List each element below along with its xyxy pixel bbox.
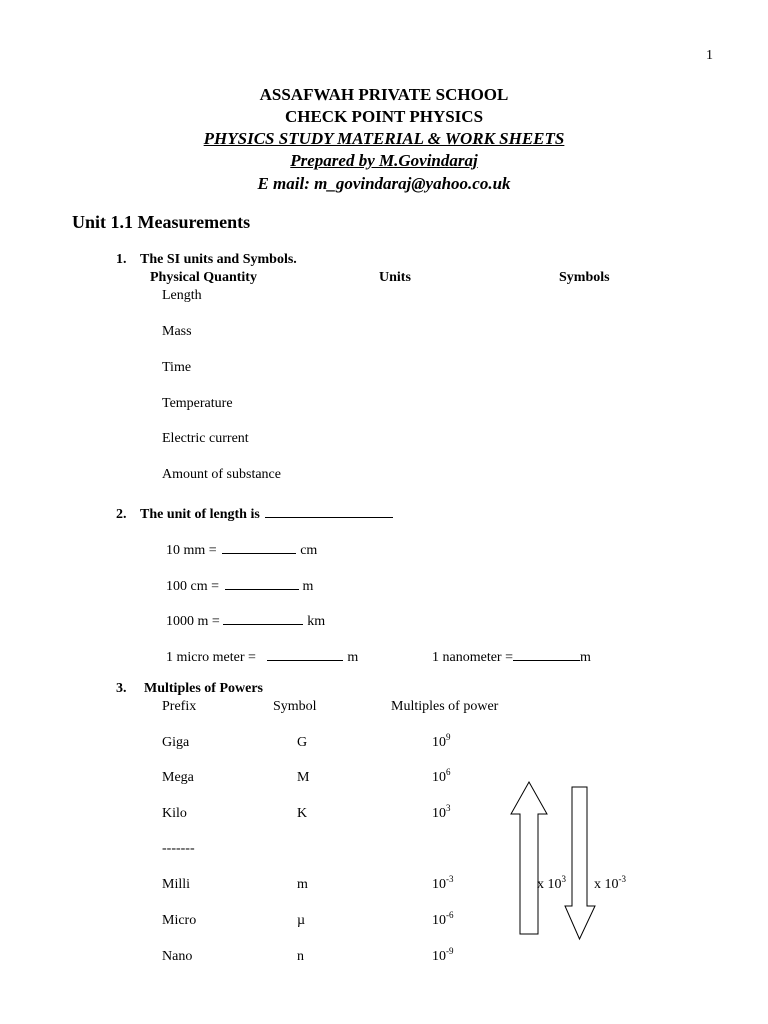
conversion-left: 100 cm = xyxy=(166,579,219,594)
section-1-heading xyxy=(116,252,297,268)
up-arrow-icon xyxy=(509,781,549,936)
quantity-mass: Mass xyxy=(162,324,192,339)
section-2-heading xyxy=(116,503,393,523)
conversion-left: 1 nanometer = xyxy=(432,650,513,665)
col-prefix: Prefix xyxy=(162,699,197,714)
col-symbols: Symbols xyxy=(559,270,610,285)
symbol-milli: m xyxy=(297,877,308,892)
prepared-by: Prepared by M.Govindaraj xyxy=(290,151,478,170)
multiplier-base: x 10 xyxy=(594,877,619,892)
email-line: E mail: m_govindaraj@yahoo.co.uk xyxy=(257,174,511,193)
section-2-title: The unit of length is xyxy=(140,507,260,522)
power-exponent: -6 xyxy=(446,910,454,920)
unit-title: Unit 1.1 Measurements xyxy=(72,212,251,232)
conversion-left: 1 micro meter = xyxy=(166,650,256,665)
power-base: 10 xyxy=(432,949,446,964)
prefix-milli: Milli xyxy=(162,877,191,892)
conversion-cm-m xyxy=(166,575,313,595)
symbol-kilo: K xyxy=(297,806,308,821)
answer-blank[interactable] xyxy=(223,610,303,625)
power-micro xyxy=(432,910,454,929)
power-base: 10 xyxy=(432,806,446,821)
power-exponent: 3 xyxy=(446,803,451,813)
power-base: 10 xyxy=(432,735,446,750)
symbol-giga: G xyxy=(297,735,308,750)
section-3-number: 3. xyxy=(116,681,127,696)
power-base: 10 xyxy=(432,770,446,785)
school-name: ASSAFWAH PRIVATE SCHOOL xyxy=(259,85,509,104)
prefix-nano: Nano xyxy=(162,949,193,964)
power-base: 10 xyxy=(432,877,446,892)
answer-blank[interactable] xyxy=(513,646,580,661)
conversion-left: 1000 m = xyxy=(166,614,220,629)
power-exponent: 6 xyxy=(446,767,451,777)
col-units: Units xyxy=(379,270,411,285)
conversion-micrometer xyxy=(166,646,358,666)
answer-blank[interactable] xyxy=(267,646,343,661)
quantity-temperature: Temperature xyxy=(162,396,233,411)
conversion-mm-cm xyxy=(166,539,317,559)
power-milli xyxy=(432,874,454,893)
power-exponent: -9 xyxy=(446,946,454,956)
answer-blank[interactable] xyxy=(222,539,296,554)
section-2-number: 2. xyxy=(116,507,127,522)
power-exponent: -3 xyxy=(446,874,454,884)
prefix-mega: Mega xyxy=(162,770,194,785)
multiplier-base: x 10 xyxy=(537,877,562,892)
conversion-nanometer xyxy=(432,646,591,666)
conversion-m-km xyxy=(166,610,325,630)
section-1-number: 1. xyxy=(116,252,127,267)
quantity-electric-current: Electric current xyxy=(162,431,249,446)
conversion-right: km xyxy=(307,614,326,629)
answer-blank[interactable] xyxy=(225,575,299,590)
power-giga xyxy=(432,732,451,751)
subject-title-text: CHECK POINT PHYSICS xyxy=(284,107,484,126)
prefix-giga: Giga xyxy=(162,735,190,750)
col-multiples-of-power: Multiples of power xyxy=(391,699,499,714)
symbol-mega: M xyxy=(297,770,310,785)
section-3-title: Multiples of Powers xyxy=(144,681,263,696)
col-symbol: Symbol xyxy=(273,699,317,714)
symbol-nano: n xyxy=(297,949,304,964)
section-1-title: The SI units and Symbols. xyxy=(140,252,297,267)
quantity-length: Length xyxy=(162,288,202,303)
symbol-micro: µ xyxy=(297,913,306,928)
power-base: 10 xyxy=(432,913,446,928)
prefix-micro: Micro xyxy=(162,913,197,928)
prefix-kilo: Kilo xyxy=(162,806,187,821)
power-exponent: 9 xyxy=(446,732,451,742)
conversion-right: m xyxy=(347,650,359,665)
material-title: PHYSICS STUDY MATERIAL & WORK SHEETS xyxy=(203,129,565,148)
multiplier-exponent: 3 xyxy=(561,874,566,884)
subject-title xyxy=(0,107,768,127)
conversion-left: 10 mm = xyxy=(166,543,217,558)
power-kilo xyxy=(432,803,451,822)
power-nano xyxy=(432,946,454,965)
unit-of-length-blank[interactable] xyxy=(265,503,393,518)
down-multiplier-label xyxy=(594,874,626,893)
power-mega xyxy=(432,767,451,786)
section-3-heading xyxy=(116,681,263,697)
quantity-time: Time xyxy=(162,360,192,375)
conversion-right: cm xyxy=(300,543,318,558)
conversion-right: m xyxy=(579,650,591,665)
page-number: 1 xyxy=(706,48,713,63)
down-arrow-icon xyxy=(561,786,596,941)
multiplier-exponent: -3 xyxy=(618,874,626,884)
prefix-base-placeholder: ------- xyxy=(162,841,195,856)
conversion-right: m xyxy=(302,579,314,594)
up-multiplier-label xyxy=(537,874,566,893)
col-physical-quantity: Physical Quantity xyxy=(150,270,257,285)
quantity-amount-of-substance: Amount of substance xyxy=(162,467,281,482)
